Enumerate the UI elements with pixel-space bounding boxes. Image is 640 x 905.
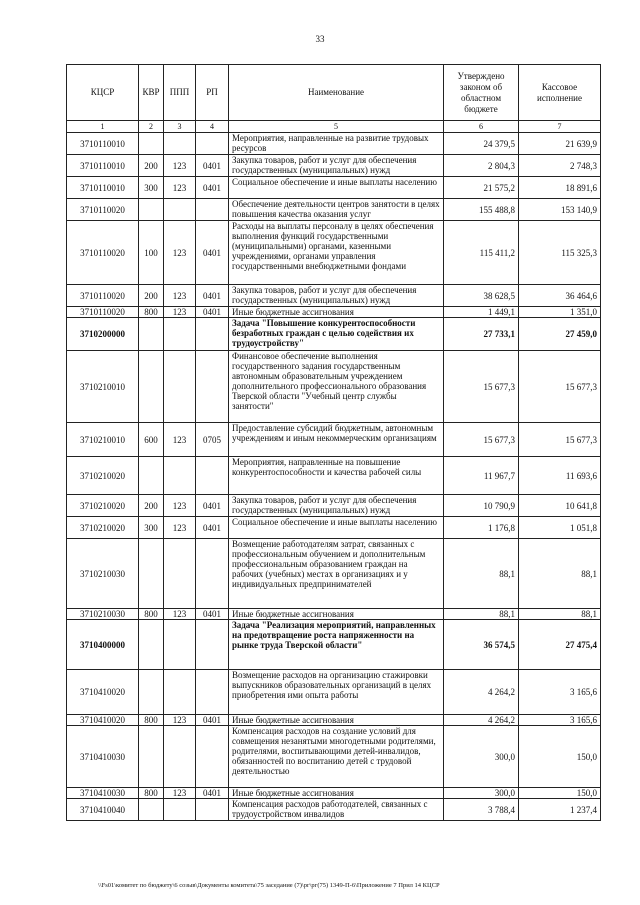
- cell-name: Мероприятия, направленные на повышение конкурентоспособности и качества рабочей силы: [229, 457, 444, 495]
- table-row: [67, 788, 601, 799]
- cell-name: Компенсация расходов работодателей, связанных с трудоустройством инвалидов: [229, 799, 444, 821]
- cell-approved: 88,1: [444, 609, 519, 620]
- cell-ppp: [164, 318, 196, 351]
- cell-approved: 11 967,7: [444, 457, 519, 495]
- cell-kcsr: 3710410040: [67, 799, 139, 821]
- cell-ppp: 123: [164, 495, 196, 517]
- cell-ppp: [164, 351, 196, 423]
- cell-kcsr: 3710110020: [67, 285, 139, 307]
- cell-approved: 300,0: [444, 726, 519, 788]
- cell-kvr: [139, 318, 164, 351]
- cell-rp: [196, 133, 229, 155]
- cell-name: Задача "Повышение конкурентоспособности безработных граждан с целью содействия их трудоустройству": [229, 318, 444, 351]
- cell-rp: 0401: [196, 495, 229, 517]
- cell-rp: [196, 539, 229, 609]
- table-header-row: [67, 65, 601, 121]
- header-approved: Утверждено законом об областном бюджете: [444, 65, 519, 121]
- cell-ppp: [164, 199, 196, 221]
- cell-approved: 38 628,5: [444, 285, 519, 307]
- cell-name: Возмещение работодателям затрат, связанных с профессиональным обучением и дополнительным профессиональным образованием граждан на рабочих (учебных) местах в организациях и у индивидуальных предпринимателей: [229, 539, 444, 609]
- cell-kvr: 800: [139, 307, 164, 318]
- cell-rp: 0401: [196, 307, 229, 318]
- cell-approved: 3 788,4: [444, 799, 519, 821]
- cell-executed: 150,0: [519, 726, 601, 788]
- cell-rp: 0401: [196, 155, 229, 177]
- cell-ppp: 123: [164, 788, 196, 799]
- table-row: [67, 726, 601, 788]
- cell-kcsr: 3710210020: [67, 457, 139, 495]
- cell-rp: 0401: [196, 177, 229, 199]
- table-row: [67, 351, 601, 423]
- cell-approved: 15 677,3: [444, 351, 519, 423]
- table-row: [67, 609, 601, 620]
- cell-ppp: 123: [164, 517, 196, 539]
- cell-ppp: 123: [164, 715, 196, 726]
- cell-kvr: 800: [139, 609, 164, 620]
- cell-ppp: 123: [164, 285, 196, 307]
- table-row: [67, 133, 601, 155]
- cell-approved: 4 264,2: [444, 670, 519, 715]
- cell-name: Компенсация расходов на создание условий для совмещения незанятыми многодетными родителями, родителями, воспитывающими детей-инвалидов, обязанностей по воспитанию детей с трудовой деятельностью: [229, 726, 444, 788]
- cell-name: Иные бюджетные ассигнования: [229, 715, 444, 726]
- cell-approved: 88,1: [444, 539, 519, 609]
- cell-name: Предоставление субсидий бюджетным, автономным учреждениям и иным некоммерческим организациям: [229, 423, 444, 457]
- cell-ppp: 123: [164, 177, 196, 199]
- cell-ppp: [164, 726, 196, 788]
- cell-kvr: [139, 351, 164, 423]
- cell-executed: 27 475,4: [519, 620, 601, 670]
- cell-kcsr: 3710210020: [67, 517, 139, 539]
- column-number: 4: [196, 121, 229, 133]
- cell-executed: 153 140,9: [519, 199, 601, 221]
- cell-kcsr: 3710110020: [67, 221, 139, 285]
- cell-rp: 0401: [196, 609, 229, 620]
- cell-name: Социальное обеспечение и иные выплаты населению: [229, 177, 444, 199]
- cell-ppp: 123: [164, 609, 196, 620]
- table-row: [67, 177, 601, 199]
- cell-name: Финансовое обеспечение выполнения государственного задания государственным автономным образовательным учреждением дополнительного профессионального образования Тверской области "Учебный центр службы занятости": [229, 351, 444, 423]
- cell-kvr: [139, 457, 164, 495]
- page-number: 33: [315, 34, 325, 44]
- cell-approved: 36 574,5: [444, 620, 519, 670]
- cell-kvr: [139, 620, 164, 670]
- header-kvr: КВР: [139, 65, 164, 121]
- table-row: [67, 318, 601, 351]
- cell-kcsr: 3710110020: [67, 199, 139, 221]
- cell-kvr: 300: [139, 177, 164, 199]
- cell-kcsr: 3710210030: [67, 539, 139, 609]
- cell-rp: 0401: [196, 221, 229, 285]
- table-row: [67, 517, 601, 539]
- budget-table: [66, 64, 601, 821]
- cell-name: Обеспечение деятельности центров занятости в целях повышения качества оказания услуг: [229, 199, 444, 221]
- header-kcsr: КЦСР: [67, 65, 139, 121]
- cell-name: Расходы на выплаты персоналу в целях обеспечения выполнения функций государственными (муниципальными) органами, казенными учреждениями, органами управления государственными внебюджетными фондами: [229, 221, 444, 285]
- cell-name: Закупка товаров, работ и услуг для обеспечения государственных (муниципальных) нужд: [229, 495, 444, 517]
- cell-kvr: [139, 670, 164, 715]
- file-path-footer: \\Fs01\комитет по бюджету\6 созыв\Документы комитета\75 заседание (7)\рг\рг(75) 1349-П-6\Приложение 7 Прил 14 КЦСР: [98, 882, 440, 889]
- cell-approved: 300,0: [444, 788, 519, 799]
- table-row: [67, 457, 601, 495]
- header-executed: Кассовое исполнение: [519, 65, 601, 121]
- cell-executed: 1 237,4: [519, 799, 601, 821]
- cell-executed: 1 351,0: [519, 307, 601, 318]
- table-row: [67, 423, 601, 457]
- cell-name: Мероприятия, направленные на развитие трудовых ресурсов: [229, 133, 444, 155]
- cell-kcsr: 3710110020: [67, 307, 139, 318]
- cell-kvr: [139, 133, 164, 155]
- cell-ppp: [164, 133, 196, 155]
- table-row: [67, 307, 601, 318]
- cell-rp: [196, 799, 229, 821]
- cell-rp: [196, 670, 229, 715]
- cell-kvr: 600: [139, 423, 164, 457]
- column-number: 6: [444, 121, 519, 133]
- cell-kcsr: 3710200000: [67, 318, 139, 351]
- table-row: [67, 539, 601, 609]
- table-row: [67, 799, 601, 821]
- cell-ppp: 123: [164, 155, 196, 177]
- column-number: 1: [67, 121, 139, 133]
- cell-kvr: 300: [139, 517, 164, 539]
- header-rp: РП: [196, 65, 229, 121]
- cell-ppp: [164, 799, 196, 821]
- cell-kvr: 200: [139, 155, 164, 177]
- cell-rp: 0401: [196, 788, 229, 799]
- cell-executed: 3 165,6: [519, 670, 601, 715]
- cell-executed: 36 464,6: [519, 285, 601, 307]
- cell-kcsr: 3710110010: [67, 155, 139, 177]
- cell-approved: 27 733,1: [444, 318, 519, 351]
- table-row: [67, 199, 601, 221]
- cell-rp: [196, 457, 229, 495]
- cell-kcsr: 3710210030: [67, 609, 139, 620]
- cell-name: Закупка товаров, работ и услуг для обеспечения государственных (муниципальных) нужд: [229, 285, 444, 307]
- cell-ppp: [164, 457, 196, 495]
- cell-name: Иные бюджетные ассигнования: [229, 609, 444, 620]
- header-ppp: ППП: [164, 65, 196, 121]
- cell-name: Иные бюджетные ассигнования: [229, 307, 444, 318]
- cell-kvr: 200: [139, 495, 164, 517]
- cell-rp: [196, 351, 229, 423]
- header-name: Наименование: [229, 65, 444, 121]
- cell-kvr: [139, 199, 164, 221]
- cell-rp: 0401: [196, 715, 229, 726]
- cell-kcsr: 3710400000: [67, 620, 139, 670]
- cell-name: Закупка товаров, работ и услуг для обеспечения государственных (муниципальных) нужд: [229, 155, 444, 177]
- cell-ppp: 123: [164, 423, 196, 457]
- cell-kcsr: 3710410030: [67, 726, 139, 788]
- column-number: 5: [229, 121, 444, 133]
- cell-kvr: [139, 726, 164, 788]
- cell-executed: 18 891,6: [519, 177, 601, 199]
- cell-executed: 88,1: [519, 539, 601, 609]
- cell-executed: 1 051,8: [519, 517, 601, 539]
- cell-rp: [196, 726, 229, 788]
- cell-ppp: 123: [164, 221, 196, 285]
- cell-kcsr: 3710110010: [67, 133, 139, 155]
- cell-kcsr: 3710410030: [67, 788, 139, 799]
- cell-approved: 4 264,2: [444, 715, 519, 726]
- cell-executed: 150,0: [519, 788, 601, 799]
- cell-approved: 115 411,2: [444, 221, 519, 285]
- table-row: [67, 715, 601, 726]
- cell-rp: 0401: [196, 517, 229, 539]
- table-row: [67, 495, 601, 517]
- cell-name: Иные бюджетные ассигнования: [229, 788, 444, 799]
- cell-executed: 2 748,3: [519, 155, 601, 177]
- cell-rp: [196, 199, 229, 221]
- cell-kcsr: 3710210020: [67, 495, 139, 517]
- cell-kvr: [139, 539, 164, 609]
- cell-kcsr: 3710210010: [67, 351, 139, 423]
- cell-executed: 88,1: [519, 609, 601, 620]
- cell-kcsr: 3710110010: [67, 177, 139, 199]
- column-number: 2: [139, 121, 164, 133]
- cell-executed: 27 459,0: [519, 318, 601, 351]
- cell-executed: 10 641,8: [519, 495, 601, 517]
- cell-approved: 2 804,3: [444, 155, 519, 177]
- cell-approved: 155 488,8: [444, 199, 519, 221]
- cell-rp: 0705: [196, 423, 229, 457]
- table-row: [67, 670, 601, 715]
- cell-kcsr: 3710410020: [67, 670, 139, 715]
- cell-ppp: [164, 670, 196, 715]
- cell-approved: 10 790,9: [444, 495, 519, 517]
- column-number: 7: [519, 121, 601, 133]
- cell-kcsr: 3710210010: [67, 423, 139, 457]
- cell-kvr: 200: [139, 285, 164, 307]
- cell-ppp: [164, 539, 196, 609]
- cell-rp: [196, 318, 229, 351]
- cell-ppp: 123: [164, 307, 196, 318]
- cell-approved: 1 449,1: [444, 307, 519, 318]
- table-body: [67, 133, 601, 821]
- cell-name: Социальное обеспечение и иные выплаты населению: [229, 517, 444, 539]
- cell-kcsr: 3710410020: [67, 715, 139, 726]
- cell-approved: 24 379,5: [444, 133, 519, 155]
- cell-executed: 11 693,6: [519, 457, 601, 495]
- cell-kvr: 800: [139, 715, 164, 726]
- cell-kvr: [139, 799, 164, 821]
- cell-executed: 15 677,3: [519, 351, 601, 423]
- cell-approved: 21 575,2: [444, 177, 519, 199]
- cell-name: Задача "Реализация мероприятий, направленных на предотвращение роста напряженности на рынке труда Тверской области": [229, 620, 444, 670]
- cell-ppp: [164, 620, 196, 670]
- cell-executed: 3 165,6: [519, 715, 601, 726]
- column-number: 3: [164, 121, 196, 133]
- cell-name: Возмещение расходов на организацию стажировки выпускников образовательных организаций в целях приобретения ими опыта работы: [229, 670, 444, 715]
- table-row: [67, 221, 601, 285]
- cell-executed: 15 677,3: [519, 423, 601, 457]
- cell-approved: 1 176,8: [444, 517, 519, 539]
- cell-approved: 15 677,3: [444, 423, 519, 457]
- cell-executed: 115 325,3: [519, 221, 601, 285]
- table-row: [67, 620, 601, 670]
- table-row: [67, 285, 601, 307]
- cell-rp: [196, 620, 229, 670]
- cell-rp: 0401: [196, 285, 229, 307]
- cell-kvr: 800: [139, 788, 164, 799]
- cell-kvr: 100: [139, 221, 164, 285]
- table-row: [67, 155, 601, 177]
- cell-executed: 21 639,9: [519, 133, 601, 155]
- column-number-row: [67, 121, 601, 133]
